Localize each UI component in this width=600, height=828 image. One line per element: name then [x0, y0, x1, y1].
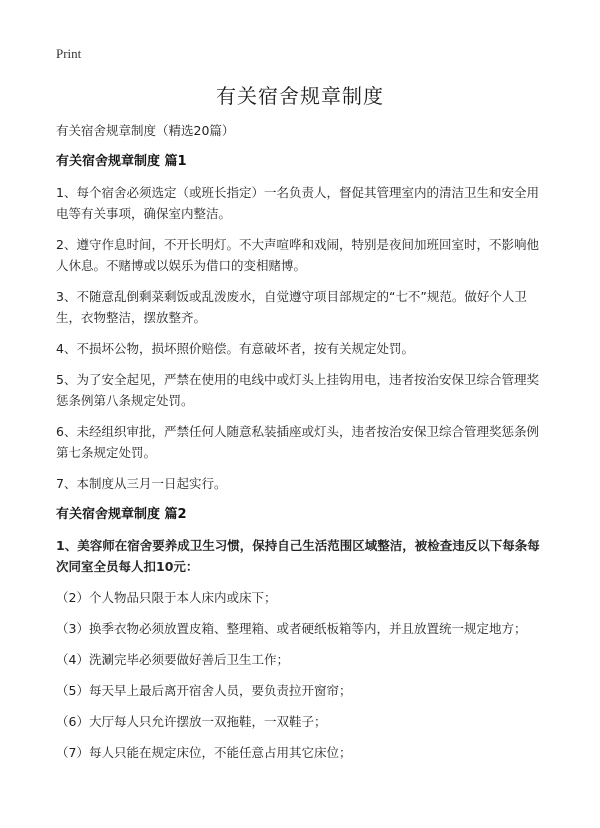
section-2-heading: 有关宿舍规章制度 篇2 [56, 507, 187, 522]
section-2-lead: 1、美容师在宿舍要养成卫生习惯，保持自己生活范围区域整洁，被检查违反以下每条每次同室全员每人扣10元： [56, 538, 540, 574]
section-2-item-5: （5）每天早上最后离开宿舍人员，要负责拉开窗帘； [56, 683, 352, 698]
section-2-item-6: （6）大厅每人只允许摆放一双拖鞋，一双鞋子； [56, 714, 327, 729]
section-1-item-2: 2、遵守作息时间，不开长明灯。不大声喧哗和戏闹，特别是夜间加班回室时，不影响他人休息。不赌博或以娱乐为借口的变相赌博。 [56, 237, 539, 273]
section-1-heading: 有关宿舍规章制度 篇1 [56, 154, 187, 169]
section-2-item-7: （7）每人只能在规定床位，不能任意占用其它床位； [56, 745, 352, 760]
section-2-item-3: （3）换季衣物必须放置皮箱、整理箱、或者硬纸板箱等内，并且放置统一规定地方； [56, 621, 527, 636]
section-1-item-1: 1、每个宿舍必须选定（或班长指定）一名负责人，督促其管理室内的清洁卫生和安全用电等有关事项，确保室内整洁。 [56, 185, 539, 221]
section-2-item-4: （4）洗涮完毕必须要做好善后卫生工作； [56, 652, 289, 667]
section-1-item-7: 7、本制度从三月一日起实行。 [56, 476, 227, 491]
document-body [56, 120, 546, 773]
section-1-item-5: 5、为了安全起见，严禁在使用的电线中或灯头上挂钩用电，违者按治安保卫综合管理奖惩条例第八条规定处罚。 [56, 372, 539, 408]
section-2-item-2: （2）个人物品只限于本人床内或床下； [56, 590, 277, 605]
document-title: 有关宿舍规章制度 [216, 84, 384, 108]
print-label[interactable]: Print [56, 46, 82, 61]
intro-text: 有关宿舍规章制度（精选20篇） [56, 123, 235, 138]
section-1-item-4: 4、不损坏公物，损坏照价赔偿。有意破坏者，按有关规定处罚。 [56, 341, 414, 356]
section-1-item-6: 6、未经组织审批，严禁任何人随意私装插座或灯头，违者按治安保卫综合管理奖惩条例第七条规定处罚。 [56, 424, 539, 460]
section-1-item-3: 3、不随意乱倒剩菜剩饭或乱泼废水，自觉遵守项目部规定的“七不”规范。做好个人卫生，衣物整洁，摆放整齐。 [56, 289, 527, 325]
